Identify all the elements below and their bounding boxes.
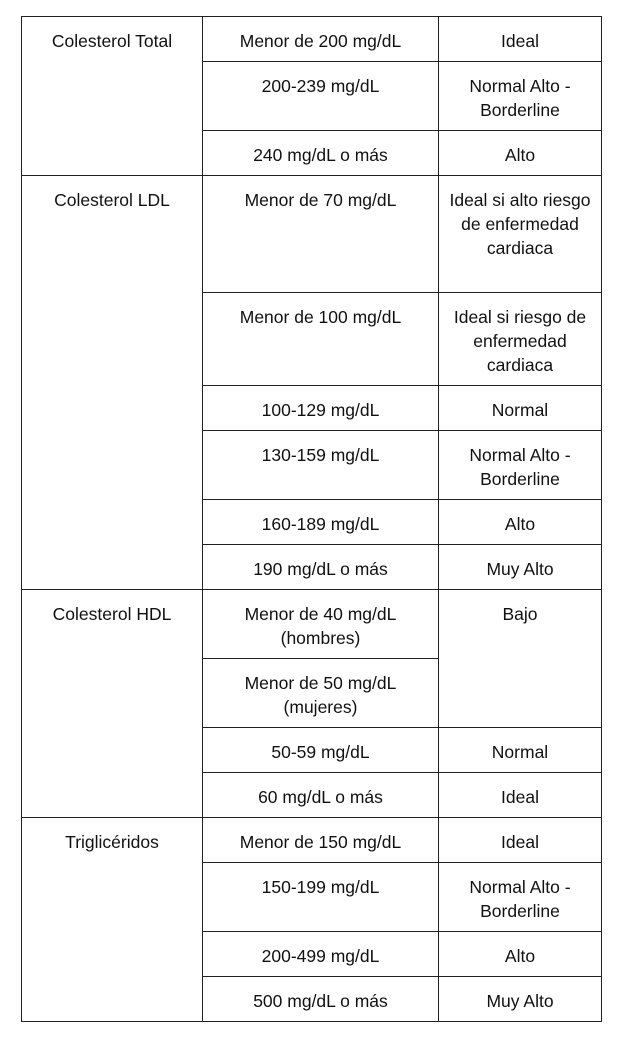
category-cell-hdl: Colesterol HDL <box>22 590 203 818</box>
status-cell: Ideal si alto riesgo de enfermedad cardiaca <box>439 176 602 293</box>
range-cell: 160-189 mg/dL <box>203 500 439 545</box>
status-cell: Normal Alto - Borderline <box>439 431 602 500</box>
status-cell: Bajo <box>439 590 602 728</box>
table-row <box>22 590 602 659</box>
range-cell: Menor de 100 mg/dL <box>203 293 439 386</box>
status-cell: Normal <box>439 386 602 431</box>
range-cell: 190 mg/dL o más <box>203 545 439 590</box>
status-cell: Ideal <box>439 818 602 863</box>
category-cell-total: Colesterol Total <box>22 17 203 176</box>
status-cell: Normal Alto - Borderline <box>439 62 602 131</box>
status-cell: Ideal <box>439 17 602 62</box>
status-cell: Normal <box>439 728 602 773</box>
cholesterol-reference-table <box>21 16 602 1022</box>
range-cell: 130-159 mg/dL <box>203 431 439 500</box>
range-cell: Menor de 200 mg/dL <box>203 17 439 62</box>
table-row <box>22 176 602 293</box>
status-cell: Ideal <box>439 773 602 818</box>
range-cell: 200-239 mg/dL <box>203 62 439 131</box>
range-cell: 100-129 mg/dL <box>203 386 439 431</box>
category-cell-triglycerides: Triglicéridos <box>22 818 203 1022</box>
range-cell: 240 mg/dL o más <box>203 131 439 176</box>
range-cell: 200-499 mg/dL <box>203 932 439 977</box>
range-cell: 60 mg/dL o más <box>203 773 439 818</box>
range-cell: 500 mg/dL o más <box>203 977 439 1022</box>
range-cell: Menor de 50 mg/dL (mujeres) <box>203 659 439 728</box>
status-cell: Alto <box>439 500 602 545</box>
status-cell: Alto <box>439 131 602 176</box>
status-cell: Ideal si riesgo de enfermedad cardiaca <box>439 293 602 386</box>
range-cell: 150-199 mg/dL <box>203 863 439 932</box>
category-cell-ldl: Colesterol LDL <box>22 176 203 590</box>
status-cell: Muy Alto <box>439 545 602 590</box>
status-cell: Alto <box>439 932 602 977</box>
range-cell: 50-59 mg/dL <box>203 728 439 773</box>
range-cell: Menor de 40 mg/dL (hombres) <box>203 590 439 659</box>
status-cell: Muy Alto <box>439 977 602 1022</box>
table-row <box>22 818 602 863</box>
status-cell: Normal Alto - Borderline <box>439 863 602 932</box>
range-cell: Menor de 150 mg/dL <box>203 818 439 863</box>
range-cell: Menor de 70 mg/dL <box>203 176 439 293</box>
table-row <box>22 17 602 62</box>
